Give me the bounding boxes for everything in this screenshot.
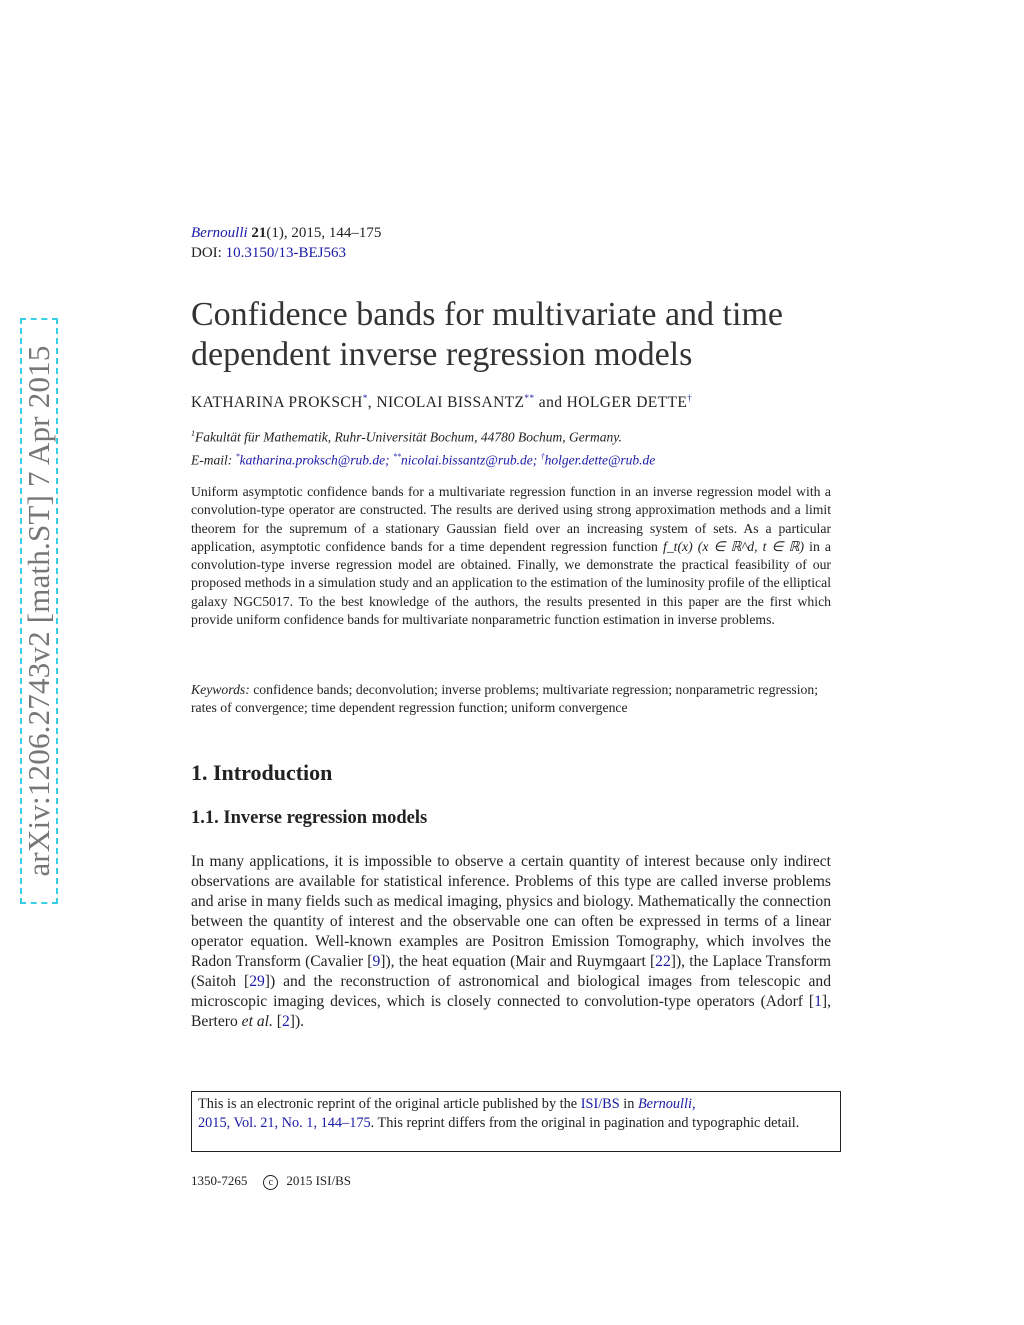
citation-link[interactable]: 29	[249, 973, 265, 990]
reprint-citation-link[interactable]: 2015, Vol. 21, No. 1, 144–175	[198, 1115, 371, 1131]
author-3: HOLGER DETTE	[566, 394, 688, 412]
reprint-text: This is an electronic reprint of the original article published by the	[198, 1096, 581, 1112]
title-line-1: Confidence bands for multivariate and time	[191, 296, 783, 333]
author-2-mark[interactable]: **	[524, 394, 535, 404]
affiliation-text: Fakultät für Mathematik, Ruhr-Universität Bochum, 44780 Bochum, Germany.	[195, 429, 622, 445]
journal-header	[191, 223, 831, 263]
author-2: NICOLAI BISSANTZ	[376, 394, 525, 412]
author-3-mark[interactable]: †	[687, 394, 693, 404]
citation-link[interactable]: 1	[814, 993, 822, 1010]
abstract-text-1: Uniform asymptotic confidence bands for a multivariate regression function in an inverse regression model with a convolution-type operator are constructed. The results are derived using strong approximation methods and a limit theorem for the supremum of a stationary Gaussian field over an increasing system of sets. As a particular application, asymptotic confidence bands for a time dependent regression function	[191, 484, 831, 554]
email-2-mark: **	[392, 451, 402, 461]
issn: 1350-7265	[191, 1173, 248, 1188]
affiliation	[191, 424, 831, 469]
citation-link[interactable]: 2	[281, 1013, 290, 1030]
author-1: KATHARINA PROKSCH	[191, 394, 363, 412]
affiliation-mark: 1	[191, 429, 196, 438]
copyright-icon: c	[263, 1175, 278, 1190]
abstract	[191, 483, 831, 629]
keywords	[191, 681, 831, 718]
doi-label: DOI:	[191, 245, 222, 261]
copyright-text: 2015 ISI/BS	[286, 1173, 351, 1188]
copyright-line	[191, 1173, 351, 1190]
email-label: E-mail:	[191, 452, 236, 467]
reprint-notice	[191, 1091, 841, 1152]
author-separator: ,	[367, 394, 377, 412]
reprint-journal-link[interactable]: Bernoulli,	[637, 1096, 696, 1112]
email-1-mark: *	[235, 451, 240, 461]
paper-title	[191, 295, 831, 375]
intro-text: ]) and the reconstruction of astronomical and biological images from telescopic and microscopic imaging devices, which is closely connected to convolution-type operators (Adorf [	[191, 973, 831, 1010]
section-heading: 1. Introduction	[191, 760, 333, 785]
email-3-mark: †	[540, 451, 545, 461]
email-1-link[interactable]: katharina.proksch@rub.de;	[239, 452, 390, 467]
abstract-math: f_t(x) (x ∈ ℝ^d, t ∈ ℝ)	[663, 538, 805, 554]
intro-etal: et al.	[241, 1013, 273, 1030]
intro-text: [	[272, 1013, 282, 1030]
journal-volume: 21	[251, 225, 267, 241]
email-3-link[interactable]: holger.dette@rub.de	[544, 452, 656, 467]
keywords-text: confidence bands; deconvolution; inverse problems; multivariate regression; nonparametric regression; rates of convergence; time dependent regression function; uniform convergence	[191, 682, 819, 716]
email-2-link[interactable]: nicolai.bissantz@rub.de;	[401, 452, 538, 467]
abstract-text-2: in a convolution-type inverse regression model are obtained. Finally, we demonstrate the practical feasibility of our proposed methods in a simulation study and an application to the estimation of the luminosity profile of the elliptical galaxy NGC5017. To the best knowledge of the authors, the results presented in this paper are the first which provide uniform confidence bands for multivariate nonparametric function estimation in inverse problems.	[191, 538, 831, 628]
journal-issue-pages: (1), 2015, 144–175	[266, 225, 382, 241]
keywords-label: Keywords:	[191, 682, 250, 697]
intro-text: ]), the Laplace Transform (Saitoh [	[191, 953, 832, 990]
intro-text: ]), the heat equation (Mair and Ruymgaart [	[380, 953, 656, 970]
subsection-heading: 1.1. Inverse regression models	[191, 808, 428, 828]
intro-text: ], Bertero	[191, 993, 831, 1030]
isibs-link[interactable]: ISI/BS	[580, 1096, 620, 1112]
author-1-mark[interactable]: *	[362, 394, 368, 404]
intro-text: ]).	[289, 1013, 305, 1030]
citation-link[interactable]: 9	[372, 953, 381, 970]
journal-link[interactable]: Bernoulli	[191, 225, 248, 241]
title-line-2: dependent inverse regression models	[191, 336, 693, 373]
citation-link[interactable]: 22	[655, 953, 671, 970]
intro-text: In many applications, it is impossible to observe a certain quantity of interest because only indirect observations are available for statistical inference. Problems of this type are called inverse problems and arise in many fields such as medical imaging, physics and biology. Mathematically the connection between the quantity of interest and the observable one can often be expressed in terms of a linear operator equation. Well-known examples are Positron Emission Tomography, which involves the Radon Transform (Cavalier [	[191, 853, 831, 970]
author-and: and	[534, 394, 567, 412]
intro-paragraph	[191, 852, 831, 1032]
doi-link[interactable]: 10.3150/13-BEJ563	[225, 245, 346, 261]
arxiv-stamp-text[interactable]: arXiv:1206.2743v2 [math.ST] 7 Apr 2015	[21, 345, 56, 877]
reprint-text: . This reprint differs from the original in pagination and typographic detail.	[370, 1115, 800, 1131]
reprint-text: in	[619, 1096, 638, 1112]
author-list	[191, 394, 831, 412]
